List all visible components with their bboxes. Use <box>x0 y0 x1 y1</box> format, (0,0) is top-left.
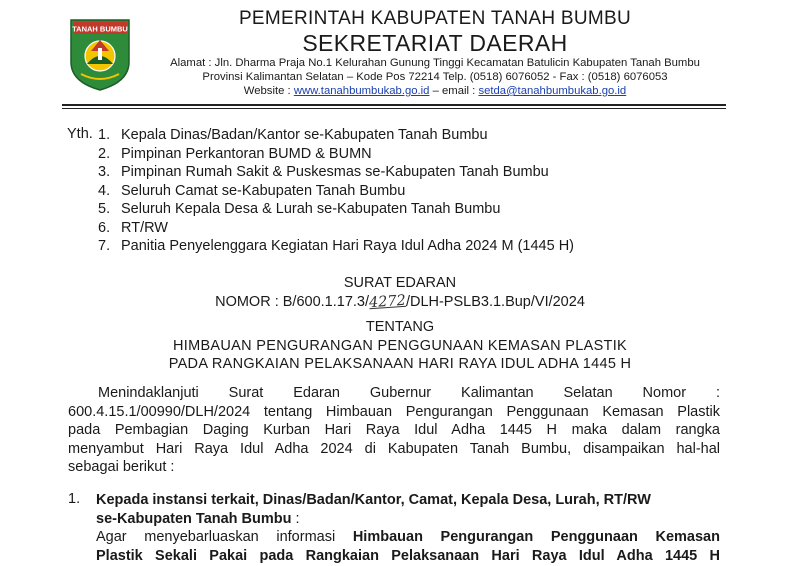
item-heading-line: se-Kabupaten Tanah Bumbu : <box>96 510 300 527</box>
item-number: 1. <box>68 491 81 507</box>
letterhead-divider-thin <box>62 108 726 109</box>
regency-emblem-icon <box>69 18 131 92</box>
item-heading-line: Kepada instansi terkait, Dinas/Badan/Kantor, Camat, Kepala Desa, Lurah, RT/RW <box>96 492 651 508</box>
instruction-item <box>96 491 720 565</box>
subject-line-2: PADA RANGKAIAN PELAKSANAAN HARI RAYA IDUL ADHA 1445 H <box>168 356 632 372</box>
email-label: – email : <box>429 85 479 97</box>
letterhead-web <box>150 85 720 97</box>
addressee-item: 5. Seluruh Kepala Desa & Lurah se-Kabupaten Tanah Bumbu <box>98 201 501 217</box>
subject-line-1: HIMBAUAN PENGURANGAN PENGGUNAAN KEMASAN PLASTIK <box>172 338 628 354</box>
letterhead-office: SEKRETARIAT DAERAH <box>302 30 568 56</box>
handwritten-number: 4272 <box>368 292 407 312</box>
item-body-line: Agar menyebarluaskan informasi Himbauan Pengurangan Penggunaan Kemasan <box>96 529 720 545</box>
addressee-item: 6. RT/RW <box>98 219 168 236</box>
addressee-item: 3. Pimpinan Rumah Sakit & Puskesmas se-Kabupaten Tanah Bumbu <box>98 164 549 180</box>
addressee-item: 7. Panitia Penyelenggara Kegiatan Hari Raya Idul Adha 2024 M (1445 H) <box>98 238 575 254</box>
body-line: sebagai berikut : <box>68 459 175 475</box>
addressee-item: 1. Kepala Dinas/Badan/Kantor se-Kabupaten Tanah Bumbu <box>98 127 488 143</box>
body-line: Menindaklanjuti Surat Edaran Gubernur Kalimantan Selatan Nomor : <box>98 385 720 401</box>
item-body-line: Plastik Sekali Pakai pada Rangkaian Pelaksanaan Hari Raya Idul Adha 1445 H <box>96 547 720 564</box>
addressee-prefix: Yth. <box>67 126 93 142</box>
letterhead-contact: Provinsi Kalimantan Selatan – Kode Pos 72214 Telp. (0518) 6076052 - Fax : (0518) 6076053 <box>202 71 668 83</box>
letterhead-divider <box>62 104 726 106</box>
body-paragraph <box>68 384 720 477</box>
body-line: 600.4.15.1/00990/DLH/2024 tentang Himbauan Pengurangan Penggunaan Kemasan Plastik <box>68 403 720 420</box>
website-link[interactable]: www.tanahbumbukab.go.id <box>293 85 430 97</box>
document-number: NOMOR : B/600.1.17.3/4272/DLH-PSLB3.1.Bup/VI/2024 <box>215 292 585 312</box>
addressee-item: 2. Pimpinan Perkantoran BUMD & BUMN <box>98 145 372 162</box>
body-line: pada Pembagian Daging Kurban Hari Raya Idul Adha 1445 H maka dalam rangka <box>68 422 720 438</box>
subject-label: TENTANG <box>365 319 435 335</box>
website-label: Website : <box>243 85 294 97</box>
addressee-list <box>98 126 574 256</box>
document-title: SURAT EDARAN <box>343 275 457 291</box>
body-line: menyambut Hari Raya Idul Adha 2024 di Kabupaten Tanah Bumbu, disampaikan hal-hal <box>68 440 720 457</box>
logo-text: TANAH BUMBU <box>72 24 128 34</box>
letterhead-government: PEMERINTAH KABUPATEN TANAH BUMBU <box>238 8 632 29</box>
email-link[interactable]: setda@tanahbumbukab.go.id <box>478 85 627 97</box>
letterhead-address: Alamat : Jln. Dharma Praja No.1 Kelurahan Gunung Tinggi Kecamatan Batulicin Kabupaten Tanah Bumbu <box>170 57 700 69</box>
addressee-item: 4. Seluruh Camat se-Kabupaten Tanah Bumbu <box>98 182 406 199</box>
